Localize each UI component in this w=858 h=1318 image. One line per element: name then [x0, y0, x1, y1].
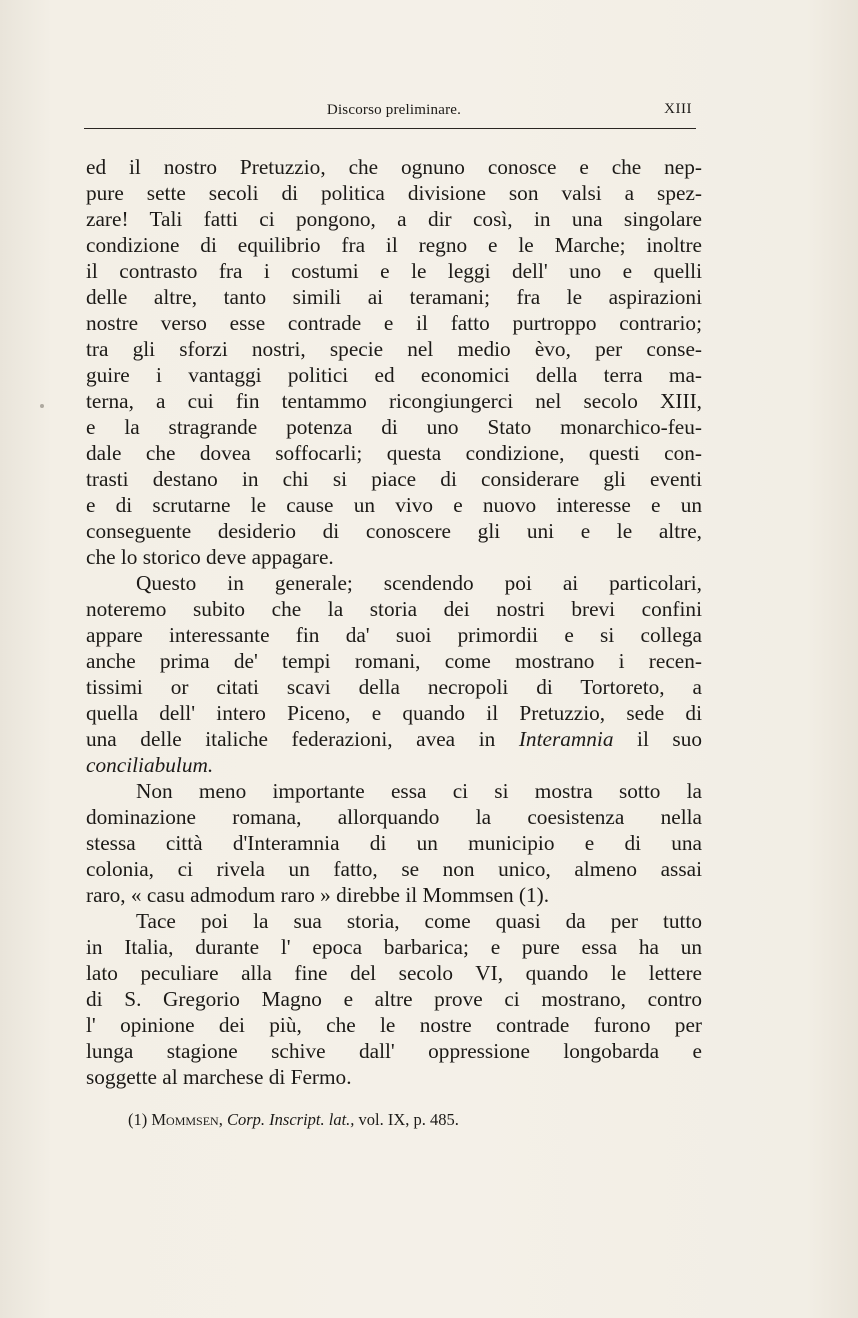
- text-line: tra gli sforzi nostri, specie nel medio èvo, per conse-: [86, 337, 702, 361]
- text-line: raro, « casu admodum raro » direbbe il Mommsen (1).: [86, 883, 550, 907]
- text-line: dale che dovea soffocarli; questa condizione, questi con-: [86, 441, 702, 465]
- text-line: e la stragrande potenza di uno Stato monarchico-feu-: [86, 415, 702, 439]
- body-text: [86, 154, 702, 1090]
- text-line: dominazione romana, allorquando la coesistenza nella: [86, 805, 702, 829]
- running-title: Discorso preliminare.: [326, 102, 462, 118]
- text-line: di S. Gregorio Magno e altre prove ci mostrano, contro: [86, 987, 702, 1011]
- text-line: quella dell' intero Piceno, e quando il Pretuzzio, sede di: [86, 701, 702, 725]
- text-line: conseguente desiderio di conoscere gli uni e le altre,: [86, 519, 702, 543]
- text-line: in Italia, durante l' epoca barbarica; e pure essa ha un: [86, 935, 702, 959]
- text-line: lunga stagione schive dall' oppressione longobarda e: [86, 1039, 702, 1063]
- text-line: trasti destano in chi si piace di considerare gli eventi: [86, 467, 702, 491]
- text-line: stessa città d'Interamnia di un municipio e di una: [86, 831, 702, 855]
- text-line: noteremo subito che la storia dei nostri brevi confini: [86, 597, 702, 621]
- text-line: l' opinione dei più, che le nostre contrade furono per: [86, 1013, 702, 1037]
- text-line: [86, 752, 702, 778]
- text-line: colonia, ci rivela un fatto, se non unico, almeno assai: [86, 857, 702, 881]
- footnote-author: Mommsen,: [151, 1110, 223, 1129]
- text-line: il contrasto fra i costumi e le leggi dell' uno e quelli: [86, 259, 702, 283]
- paragraph-first-line: Tace poi la sua storia, come quasi da per tutto: [136, 909, 702, 933]
- text-line: appare interessante fin da' suoi primordii e si collega: [86, 623, 702, 647]
- text-segment: il suo: [637, 727, 703, 751]
- text-line: condizione di equilibrio fra il regno e le Marche; inoltre: [86, 233, 702, 257]
- footnote-number: (1): [128, 1110, 148, 1129]
- text-line-mixed: [86, 726, 702, 752]
- running-head: [86, 98, 702, 122]
- text-line: pure sette secoli di politica divisione son valsi a spez-: [86, 181, 702, 205]
- paragraph-first-line: Questo in generale; scendendo poi ai particolari,: [136, 571, 702, 595]
- paragraph-first-line: Non meno importante essa ci si mostra sotto la: [136, 779, 702, 803]
- text-line: e di scrutarne le cause un vivo e nuovo interesse e un: [86, 493, 702, 517]
- text-line: ed il nostro Pretuzzio, che ognuno conosce e che nep-: [86, 155, 702, 179]
- text-line: delle altre, tanto simili ai teramani; fra le aspirazioni: [86, 285, 702, 309]
- text-line: soggette al marchese di Fermo.: [86, 1065, 352, 1089]
- text-segment: una delle italiche federazioni, avea in: [86, 727, 496, 751]
- text-line: lato peculiare alla fine del secolo VI, quando le lettere: [86, 961, 702, 985]
- header-rule: [84, 128, 696, 129]
- margin-speck: [40, 404, 44, 408]
- text-line: che lo storico deve appagare.: [86, 545, 334, 569]
- footnote-reference: vol. IX, p. 485.: [358, 1110, 459, 1129]
- text-line: zare! Tali fatti ci pongono, a dir così, in una singolare: [86, 207, 702, 231]
- text-line: anche prima de' tempi romani, come mostrano i recen-: [86, 649, 702, 673]
- page-number: XIII: [664, 101, 692, 117]
- footnote: [128, 1110, 459, 1130]
- text-line: nostre verso esse contrade e il fatto purtroppo contrario;: [86, 311, 702, 335]
- text-line: terna, a cui fin tentammo ricongiungerci nel secolo XIII,: [86, 389, 702, 413]
- text-line: guire i vantaggi politici ed economici della terra ma-: [86, 363, 702, 387]
- italic-term: Interamnia: [518, 727, 614, 751]
- italic-term: conciliabulum.: [86, 753, 214, 777]
- text-line: tissimi or citati scavi della necropoli di Tortoreto, a: [86, 675, 702, 699]
- footnote-work: Corp. Inscript. lat.,: [226, 1110, 355, 1129]
